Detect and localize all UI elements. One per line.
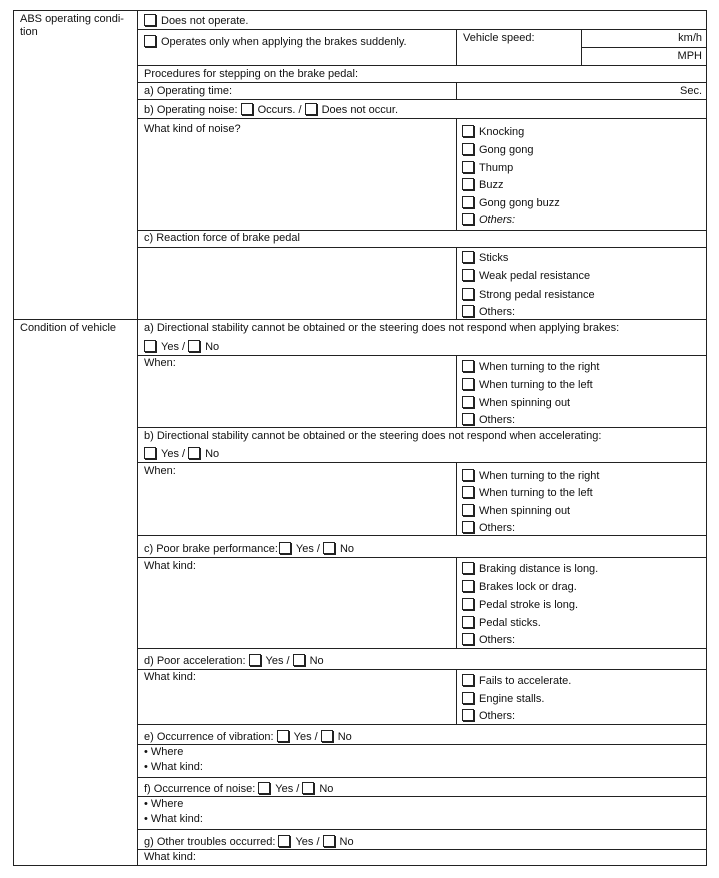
- yes-checkbox[interactable]: [144, 340, 156, 352]
- question-f-where: • Where: [144, 798, 184, 810]
- noise-option-gong-gong[interactable]: Gong gong: [462, 143, 533, 157]
- noise-option-buzz[interactable]: Buzz: [462, 178, 503, 192]
- abs-diagnostic-form: [13, 10, 707, 866]
- vehicle-speed-label: Vehicle speed:: [463, 32, 535, 44]
- no-checkbox[interactable]: [323, 542, 335, 554]
- reaction-option-sticks[interactable]: Sticks: [462, 251, 508, 265]
- checkbox[interactable]: [462, 213, 474, 225]
- checkbox[interactable]: [462, 504, 474, 516]
- d-option-engine-stalls[interactable]: Engine stalls.: [462, 692, 544, 706]
- checkbox[interactable]: [462, 305, 474, 317]
- question-e-row: e) Occurrence of vibration: Yes / No: [144, 731, 352, 743]
- checkbox[interactable]: [462, 161, 474, 173]
- does-not-operate-option[interactable]: Does not operate.: [144, 14, 248, 28]
- speed-unit-mph[interactable]: MPH: [677, 50, 702, 62]
- checkbox[interactable]: [462, 616, 474, 628]
- checkbox[interactable]: [462, 598, 474, 610]
- does-not-occur-checkbox[interactable]: [305, 103, 317, 115]
- question-b-when-label: When:: [144, 465, 176, 477]
- c-option-braking-distance[interactable]: Braking distance is long.: [462, 562, 598, 576]
- checkbox[interactable]: [462, 143, 474, 155]
- noise-option-gong-gong-buzz[interactable]: Gong gong buzz: [462, 196, 560, 210]
- checkbox[interactable]: [462, 413, 474, 425]
- question-d-row: d) Poor acceleration: Yes / No: [144, 655, 324, 667]
- operating-noise-row: b) Operating noise: Occurs. / Does not occur.: [144, 104, 399, 116]
- d-option-fails-accelerate[interactable]: Fails to accelerate.: [462, 674, 571, 688]
- noise-option-others[interactable]: Others:: [462, 213, 515, 227]
- b-option-turn-right[interactable]: When turning to the right: [462, 469, 599, 483]
- checkbox[interactable]: [462, 674, 474, 686]
- operating-time-unit[interactable]: Sec.: [679, 85, 702, 97]
- a-option-others[interactable]: Others:: [462, 413, 515, 427]
- checkbox[interactable]: [462, 469, 474, 481]
- checkbox[interactable]: [144, 14, 156, 26]
- c-option-pedal-sticks[interactable]: Pedal sticks.: [462, 616, 541, 630]
- no-checkbox[interactable]: [302, 782, 314, 794]
- a-option-spinning[interactable]: When spinning out: [462, 396, 570, 410]
- question-a-when-label: When:: [144, 357, 176, 369]
- checkbox[interactable]: [462, 580, 474, 592]
- question-g-kind-label: What kind:: [144, 851, 196, 863]
- question-a-text: a) Directional stability cannot be obtained or the steering does not respond when applying brakes:: [144, 322, 620, 334]
- b-option-spinning[interactable]: When spinning out: [462, 504, 570, 518]
- checkbox[interactable]: [462, 178, 474, 190]
- only-brakes-option[interactable]: Operates only when applying the brakes suddenly.: [144, 35, 407, 49]
- no-checkbox[interactable]: [323, 835, 335, 847]
- checkbox[interactable]: [462, 360, 474, 372]
- procedures-label: Procedures for stepping on the brake pedal:: [144, 68, 359, 80]
- c-option-brakes-lock[interactable]: Brakes lock or drag.: [462, 580, 577, 594]
- c-option-pedal-stroke[interactable]: Pedal stroke is long.: [462, 598, 578, 612]
- yes-checkbox[interactable]: [249, 654, 261, 666]
- a-option-turn-left[interactable]: When turning to the left: [462, 378, 593, 392]
- reaction-force-label: c) Reaction force of brake pedal: [144, 232, 300, 244]
- speed-unit-kmh[interactable]: km/h: [678, 32, 702, 44]
- checkbox[interactable]: [462, 251, 474, 263]
- question-b-answer: Yes / No: [144, 447, 219, 461]
- no-checkbox[interactable]: [321, 730, 333, 742]
- operating-time-label: a) Operating time:: [144, 85, 233, 97]
- checkbox[interactable]: [462, 378, 474, 390]
- checkbox[interactable]: [462, 125, 474, 137]
- yes-checkbox[interactable]: [277, 730, 289, 742]
- question-e-what-kind: • What kind:: [144, 761, 203, 773]
- checkbox[interactable]: [462, 288, 474, 300]
- vehicle-section-label: Condition of vehicle: [20, 322, 117, 334]
- d-option-others[interactable]: Others:: [462, 709, 515, 723]
- yes-checkbox[interactable]: [279, 542, 291, 554]
- checkbox[interactable]: [462, 562, 474, 574]
- question-c-row: c) Poor brake performance: Yes / No: [144, 543, 355, 555]
- question-d-kind-label: What kind:: [144, 671, 196, 683]
- section-divider: [137, 10, 138, 865]
- no-checkbox[interactable]: [293, 654, 305, 666]
- reaction-option-others[interactable]: Others:: [462, 305, 515, 319]
- question-c-kind-label: What kind:: [144, 560, 196, 572]
- checkbox[interactable]: [462, 486, 474, 498]
- abs-section-label-cont: tion: [20, 26, 38, 38]
- checkbox[interactable]: [462, 396, 474, 408]
- noise-kind-label: What kind of noise?: [144, 123, 241, 135]
- noise-option-knocking[interactable]: Knocking: [462, 125, 524, 139]
- checkbox[interactable]: [462, 633, 474, 645]
- question-f-what-kind: • What kind:: [144, 813, 203, 825]
- checkbox[interactable]: [144, 35, 156, 47]
- occurs-checkbox[interactable]: [241, 103, 253, 115]
- yes-checkbox[interactable]: [278, 835, 290, 847]
- noise-option-thump[interactable]: Thump: [462, 161, 513, 175]
- checkbox[interactable]: [462, 692, 474, 704]
- abs-section-label: ABS operating condi-: [20, 13, 124, 25]
- yes-checkbox[interactable]: [144, 447, 156, 459]
- reaction-option-weak[interactable]: Weak pedal resistance: [462, 269, 590, 283]
- question-g-row: g) Other troubles occurred: Yes / No: [144, 836, 354, 848]
- checkbox[interactable]: [462, 269, 474, 281]
- yes-checkbox[interactable]: [258, 782, 270, 794]
- c-option-others[interactable]: Others:: [462, 633, 515, 647]
- question-a-answer: Yes / No: [144, 340, 219, 354]
- a-option-turn-right[interactable]: When turning to the right: [462, 360, 599, 374]
- no-checkbox[interactable]: [188, 447, 200, 459]
- question-f-row: f) Occurrence of noise: Yes / No: [144, 783, 334, 795]
- question-b-text: b) Directional stability cannot be obtained or the steering does not respond when accelerating:: [144, 430, 602, 442]
- b-option-others[interactable]: Others:: [462, 521, 515, 535]
- reaction-option-strong[interactable]: Strong pedal resistance: [462, 288, 595, 302]
- question-e-where: • Where: [144, 746, 184, 758]
- b-option-turn-left[interactable]: When turning to the left: [462, 486, 593, 500]
- checkbox[interactable]: [462, 196, 474, 208]
- checkbox[interactable]: [462, 709, 474, 721]
- no-checkbox[interactable]: [188, 340, 200, 352]
- checkbox[interactable]: [462, 521, 474, 533]
